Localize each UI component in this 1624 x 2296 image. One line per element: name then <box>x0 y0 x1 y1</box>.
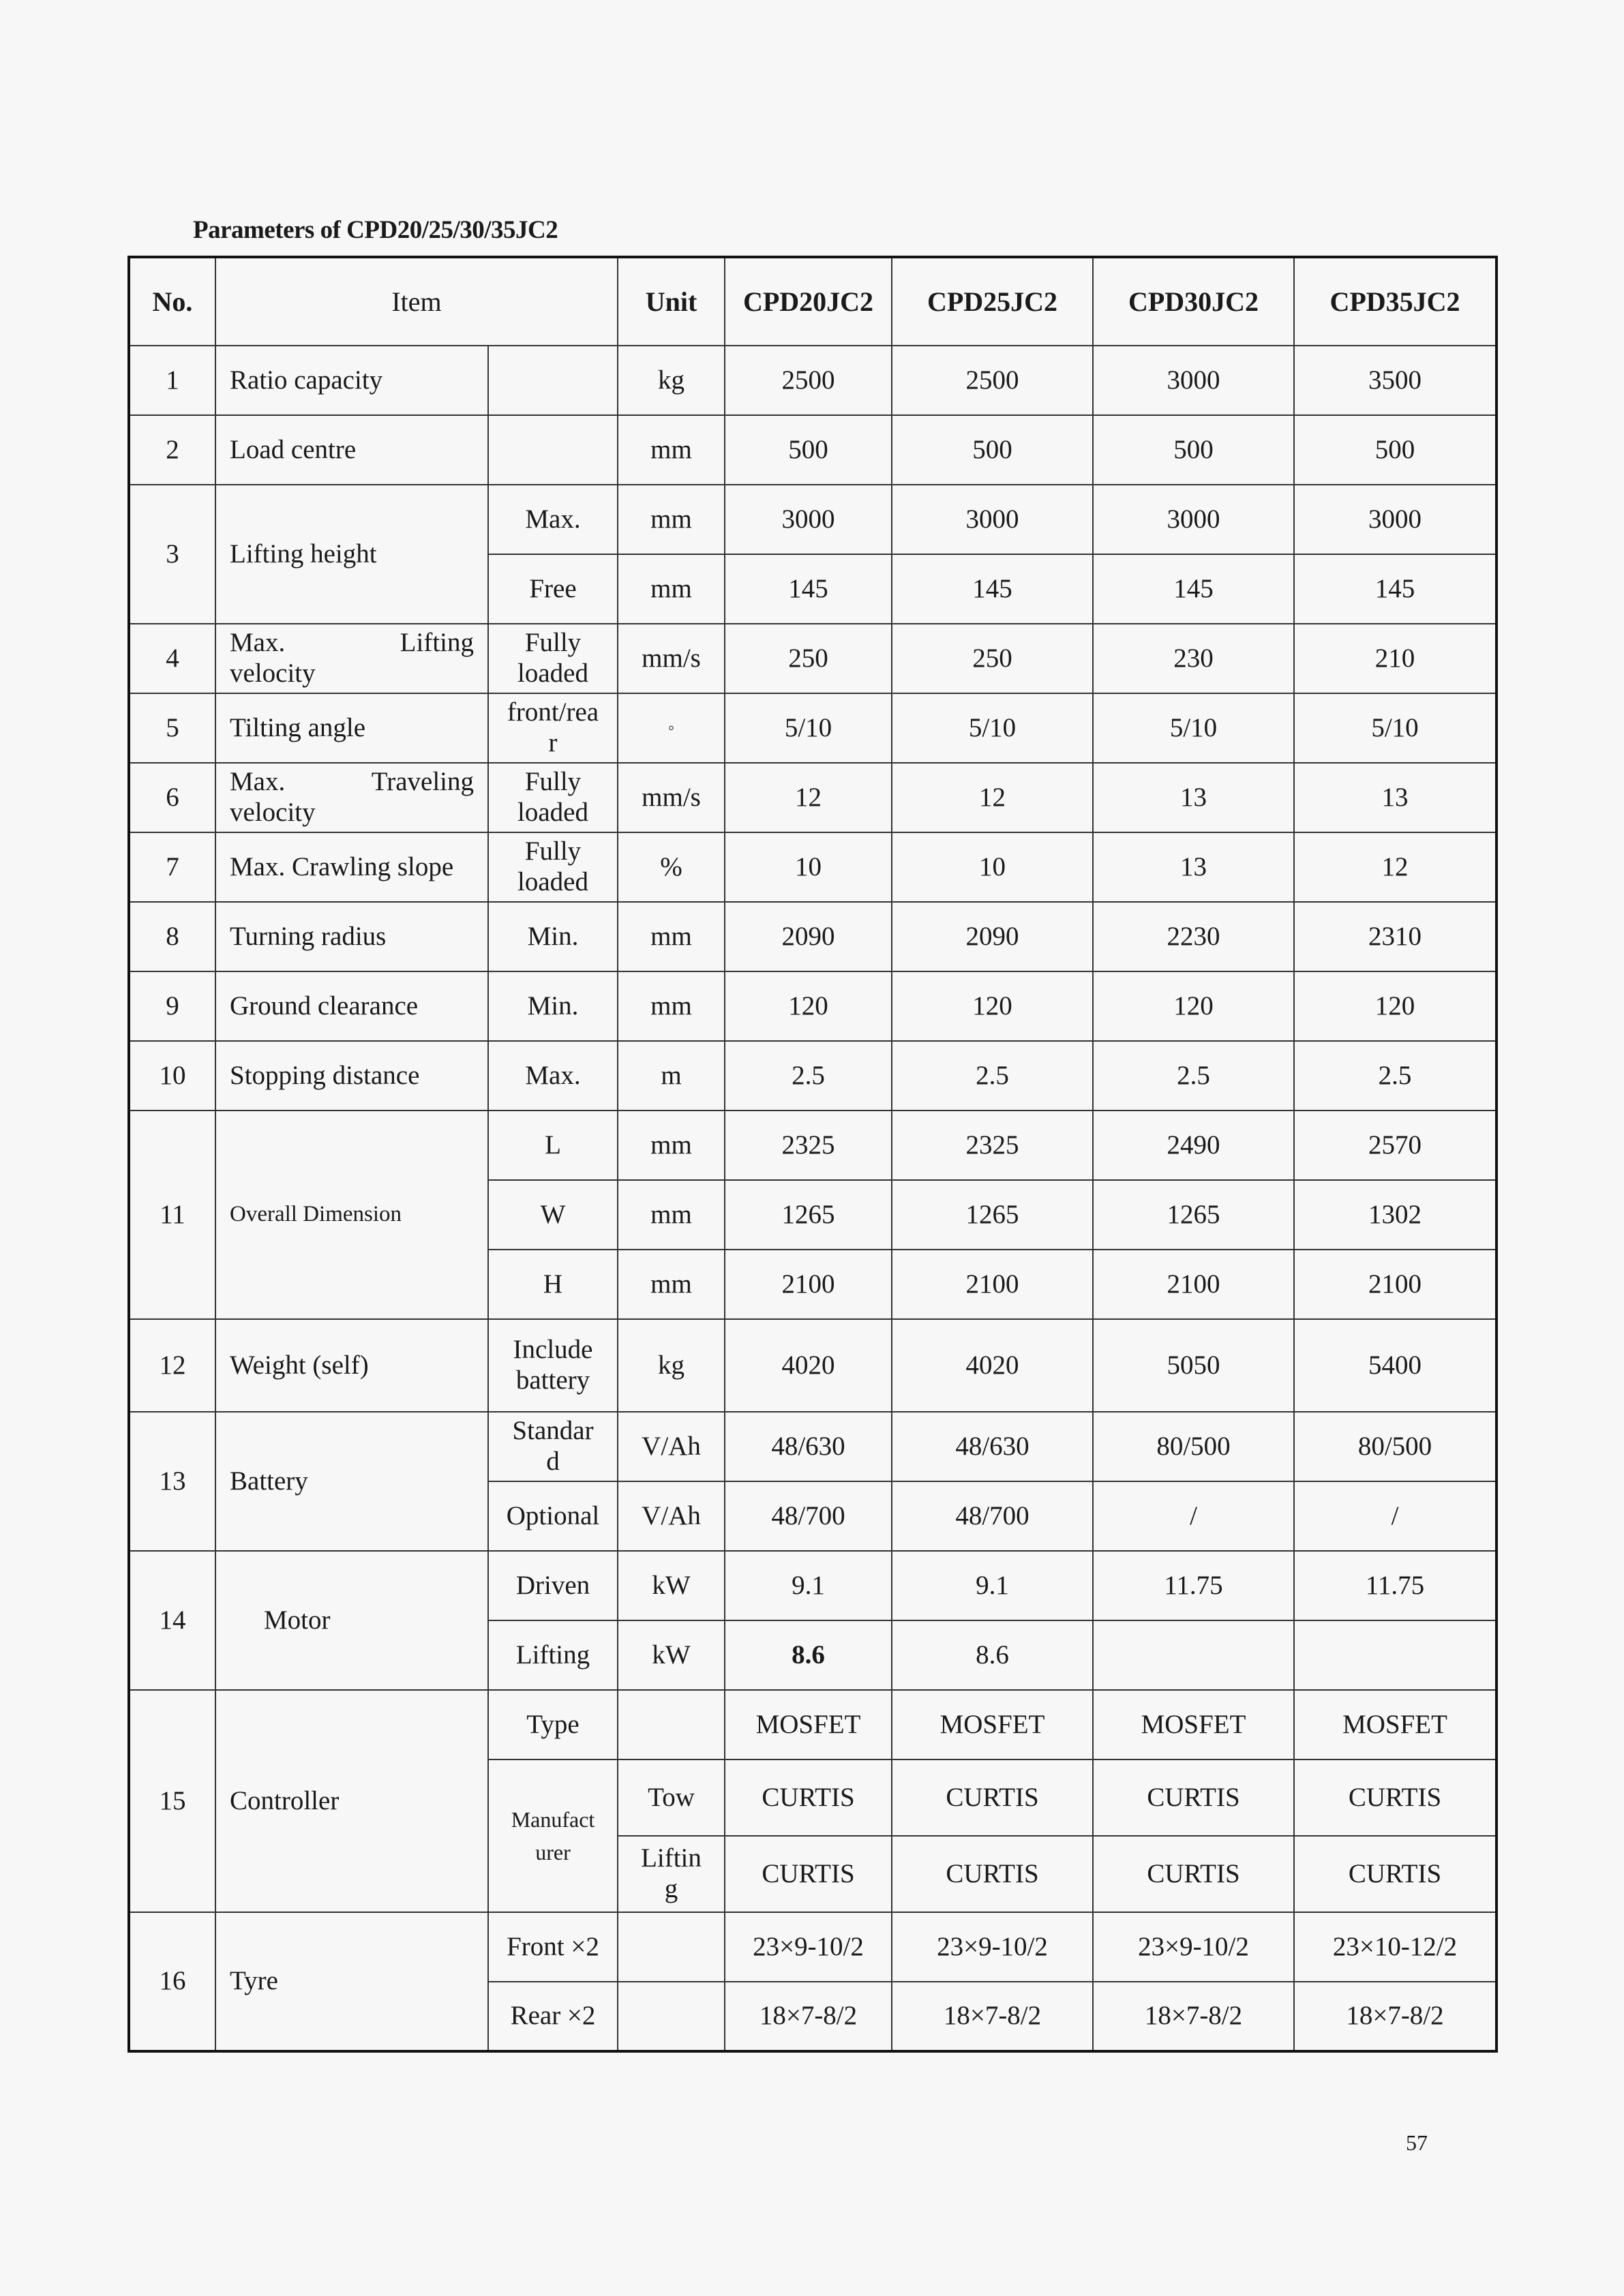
unit-cell: mm <box>618 485 725 554</box>
value-cell: 2230 <box>1093 902 1294 971</box>
value-cell: 18×7-8/2 <box>725 1982 892 2051</box>
value-cell: 230 <box>1093 624 1294 693</box>
value-cell: 23×10-12/2 <box>1294 1912 1497 1982</box>
value-cell: 18×7-8/2 <box>1093 1982 1294 2051</box>
value-cell: 210 <box>1294 624 1497 693</box>
value-cell: MOSFET <box>725 1690 892 1759</box>
header-unit: Unit <box>618 257 725 346</box>
sub-item-line: battery <box>515 1365 590 1395</box>
unit-cell: m <box>618 1041 725 1111</box>
unit-cell: Tow <box>618 1759 725 1836</box>
value-cell: CURTIS <box>725 1836 892 1912</box>
value-cell: 4020 <box>892 1319 1093 1412</box>
value-cell: 9.1 <box>892 1551 1093 1620</box>
value-cell: 9.1 <box>725 1551 892 1620</box>
unit-cell: kg <box>618 346 725 415</box>
value-cell: MOSFET <box>1093 1690 1294 1759</box>
value-cell: 48/630 <box>892 1412 1093 1481</box>
value-cell: 1265 <box>725 1180 892 1250</box>
row-number: 16 <box>129 1912 215 2051</box>
value-cell: 145 <box>1294 554 1497 624</box>
value-cell: 1265 <box>1093 1180 1294 1250</box>
value-cell: 2325 <box>892 1111 1093 1180</box>
sub-item: H <box>488 1250 618 1319</box>
value-cell: CURTIS <box>1093 1836 1294 1912</box>
value-cell <box>1294 1620 1497 1690</box>
unit-cell <box>618 1836 725 1912</box>
value-cell: 8.6 <box>892 1620 1093 1690</box>
sub-item: L <box>488 1111 618 1180</box>
row-number: 6 <box>129 763 215 832</box>
item-label: Tilting angle <box>215 693 488 763</box>
sub-item-line: Manufact <box>511 1807 595 1832</box>
row-number: 12 <box>129 1319 215 1412</box>
sub-item: Min. <box>488 902 618 971</box>
sub-item-line: d <box>546 1447 560 1476</box>
header-row <box>129 257 1497 346</box>
value-cell: 13 <box>1093 832 1294 902</box>
item-label: Controller <box>215 1690 488 1912</box>
value-cell: 4020 <box>725 1319 892 1412</box>
value-cell: 2490 <box>1093 1111 1294 1180</box>
item-label-part: velocity <box>230 659 316 688</box>
table-row <box>129 971 1497 1041</box>
value-cell: 11.75 <box>1093 1551 1294 1620</box>
value-cell: 3000 <box>892 485 1093 554</box>
item-label: Max. Crawling slope <box>215 832 488 902</box>
unit-cell: kW <box>618 1551 725 1620</box>
table-row <box>129 832 1497 902</box>
unit-cell: mm/s <box>618 763 725 832</box>
row-number: 10 <box>129 1041 215 1111</box>
sub-item-line: loaded <box>517 659 588 688</box>
unit-cell: V/Ah <box>618 1481 725 1551</box>
item-label: Lifting height <box>215 485 488 624</box>
row-number: 11 <box>129 1111 215 1319</box>
value-cell: CURTIS <box>1294 1759 1497 1836</box>
value-cell: 2100 <box>725 1250 892 1319</box>
header-no: No. <box>129 257 215 346</box>
value-cell: 23×9-10/2 <box>892 1912 1093 1982</box>
item-label: Ratio capacity <box>215 346 488 415</box>
value-cell: 2100 <box>892 1250 1093 1319</box>
item-label: Motor <box>215 1551 488 1690</box>
value-cell: 12 <box>1294 832 1497 902</box>
unit-cell: V/Ah <box>618 1412 725 1481</box>
unit-cell <box>618 1982 725 2051</box>
value-cell: CURTIS <box>1093 1759 1294 1836</box>
value-cell: 48/700 <box>725 1481 892 1551</box>
sub-item <box>488 763 618 832</box>
value-cell: 23×9-10/2 <box>1093 1912 1294 1982</box>
value-cell: 2100 <box>1294 1250 1497 1319</box>
table-row <box>129 902 1497 971</box>
sub-item: Optional <box>488 1481 618 1551</box>
sub-item-line: Include <box>513 1335 593 1365</box>
row-number: 8 <box>129 902 215 971</box>
table-row <box>129 1319 1497 1412</box>
unit-cell: mm <box>618 554 725 624</box>
item-label: Load centre <box>215 415 488 485</box>
value-cell: 120 <box>1294 971 1497 1041</box>
sub-item: Max. <box>488 1041 618 1111</box>
value-cell: 3000 <box>1294 485 1497 554</box>
value-cell: 10 <box>725 832 892 902</box>
sub-item: Rear ×2 <box>488 1982 618 2051</box>
value-cell: 2.5 <box>725 1041 892 1111</box>
table-row <box>129 485 1497 554</box>
value-cell: 13 <box>1294 763 1497 832</box>
sub-item: Lifting <box>488 1620 618 1690</box>
value-cell: 2090 <box>725 902 892 971</box>
sub-item: Front ×2 <box>488 1912 618 1982</box>
value-cell: 3000 <box>725 485 892 554</box>
table-row <box>129 346 1497 415</box>
unit-cell <box>618 1912 725 1982</box>
item-label-part: Max. <box>230 767 286 797</box>
item-label-part: Traveling <box>371 767 474 797</box>
unit-cell: mm <box>618 415 725 485</box>
sub-item <box>488 832 618 902</box>
value-cell: 18×7-8/2 <box>892 1982 1093 2051</box>
value-cell: CURTIS <box>725 1759 892 1836</box>
value-cell: 48/700 <box>892 1481 1093 1551</box>
value-cell: 80/500 <box>1093 1412 1294 1481</box>
row-number: 1 <box>129 346 215 415</box>
value-cell: 120 <box>892 971 1093 1041</box>
sub-item-line: front/rea <box>507 697 599 727</box>
table-row <box>129 1551 1497 1620</box>
sub-item-line: r <box>548 728 558 757</box>
value-cell: 18×7-8/2 <box>1294 1982 1497 2051</box>
sub-item-line: loaded <box>517 867 588 896</box>
item-label-part: Max. <box>230 628 286 658</box>
unit-cell: mm <box>618 902 725 971</box>
value-cell: CURTIS <box>892 1759 1093 1836</box>
item-label: Overall Dimension <box>215 1111 488 1319</box>
value-cell: 2500 <box>725 346 892 415</box>
row-number: 9 <box>129 971 215 1041</box>
table-row <box>129 1041 1497 1111</box>
value-cell: 1265 <box>892 1180 1093 1250</box>
value-cell: 8.6 <box>725 1620 892 1690</box>
value-cell: 12 <box>892 763 1093 832</box>
value-cell: 1302 <box>1294 1180 1497 1250</box>
value-cell: 2.5 <box>1294 1041 1497 1111</box>
value-cell: 48/630 <box>725 1412 892 1481</box>
sub-item <box>488 1759 618 1912</box>
value-cell: 500 <box>892 415 1093 485</box>
table-row <box>129 1690 1497 1759</box>
row-number: 15 <box>129 1690 215 1912</box>
value-cell: 2090 <box>892 902 1093 971</box>
item-label: Turning radius <box>215 902 488 971</box>
unit-line: g <box>664 1874 678 1903</box>
sub-item <box>488 415 618 485</box>
value-cell: 12 <box>725 763 892 832</box>
sub-item: Free <box>488 554 618 624</box>
unit-cell: mm <box>618 1250 725 1319</box>
unit-cell: mm/s <box>618 624 725 693</box>
row-number: 3 <box>129 485 215 624</box>
sub-item: Driven <box>488 1551 618 1620</box>
sub-item-line: Standar <box>512 1416 594 1446</box>
table-row <box>129 1412 1497 1481</box>
unit-line: Liftin <box>641 1843 702 1873</box>
value-cell: 3000 <box>1093 485 1294 554</box>
value-cell: 10 <box>892 832 1093 902</box>
item-label <box>215 763 488 832</box>
value-cell: 2.5 <box>892 1041 1093 1111</box>
item-label: Ground clearance <box>215 971 488 1041</box>
header-model: CPD25JC2 <box>892 257 1093 346</box>
item-label-part: Lifting <box>400 628 474 658</box>
value-cell: 2100 <box>1093 1250 1294 1319</box>
value-cell: 2570 <box>1294 1111 1497 1180</box>
value-cell: 5/10 <box>892 693 1093 763</box>
value-cell: 5050 <box>1093 1319 1294 1412</box>
header-item: Item <box>215 257 618 346</box>
table-row <box>129 624 1497 693</box>
value-cell: 250 <box>892 624 1093 693</box>
sub-item <box>488 693 618 763</box>
value-cell: 250 <box>725 624 892 693</box>
unit-cell: mm <box>618 1180 725 1250</box>
value-cell: 145 <box>1093 554 1294 624</box>
header-model: CPD20JC2 <box>725 257 892 346</box>
value-cell: 500 <box>1093 415 1294 485</box>
parameters-table <box>127 256 1498 2053</box>
value-cell: / <box>1093 1481 1294 1551</box>
sub-item: W <box>488 1180 618 1250</box>
sub-item <box>488 346 618 415</box>
unit-cell <box>618 1690 725 1759</box>
item-label: Weight (self) <box>215 1319 488 1412</box>
sub-item-line: urer <box>535 1840 571 1864</box>
row-number: 4 <box>129 624 215 693</box>
value-cell: 2500 <box>892 346 1093 415</box>
table-row <box>129 1111 1497 1180</box>
page-title: Parameters of CPD20/25/30/35JC2 <box>193 216 558 244</box>
table-row <box>129 693 1497 763</box>
value-cell: 120 <box>725 971 892 1041</box>
sub-item <box>488 1319 618 1412</box>
value-cell: CURTIS <box>892 1836 1093 1912</box>
sub-item-line: Fully <box>524 836 582 866</box>
item-label <box>215 624 488 693</box>
value-cell: 80/500 <box>1294 1412 1497 1481</box>
value-cell: 5/10 <box>1093 693 1294 763</box>
value-cell: CURTIS <box>1294 1836 1497 1912</box>
item-label: Battery <box>215 1412 488 1551</box>
sub-item-line: Fully <box>524 767 582 797</box>
sub-item <box>488 624 618 693</box>
value-cell: 2325 <box>725 1111 892 1180</box>
unit-cell: kg <box>618 1319 725 1412</box>
value-cell: 13 <box>1093 763 1294 832</box>
value-cell: 5/10 <box>725 693 892 763</box>
value-cell: MOSFET <box>892 1690 1093 1759</box>
header-model: CPD35JC2 <box>1294 257 1497 346</box>
sub-item: Type <box>488 1690 618 1759</box>
sub-item: Max. <box>488 485 618 554</box>
unit-cell: ◦ <box>618 693 725 763</box>
unit-cell: kW <box>618 1620 725 1690</box>
sub-item: Min. <box>488 971 618 1041</box>
value-cell: 23×9-10/2 <box>725 1912 892 1982</box>
value-cell: 120 <box>1093 971 1294 1041</box>
value-cell: 145 <box>892 554 1093 624</box>
value-cell: 11.75 <box>1294 1551 1497 1620</box>
unit-cell: % <box>618 832 725 902</box>
value-cell: 500 <box>1294 415 1497 485</box>
value-cell <box>1093 1620 1294 1690</box>
sub-item-line: loaded <box>517 798 588 827</box>
unit-cell: mm <box>618 1111 725 1180</box>
value-cell: 5/10 <box>1294 693 1497 763</box>
value-cell: 2.5 <box>1093 1041 1294 1111</box>
sub-item-line: Fully <box>524 628 582 658</box>
item-label: Tyre <box>215 1912 488 2051</box>
item-label: Stopping distance <box>215 1041 488 1111</box>
table-row <box>129 1912 1497 1982</box>
value-cell: 145 <box>725 554 892 624</box>
page-number: 57 <box>1406 2130 1428 2155</box>
value-cell: MOSFET <box>1294 1690 1497 1759</box>
header-model: CPD30JC2 <box>1093 257 1294 346</box>
table-row <box>129 415 1497 485</box>
row-number: 7 <box>129 832 215 902</box>
sub-item <box>488 1412 618 1481</box>
row-number: 5 <box>129 693 215 763</box>
value-cell: / <box>1294 1481 1497 1551</box>
row-number: 2 <box>129 415 215 485</box>
value-cell: 2310 <box>1294 902 1497 971</box>
table-row <box>129 763 1497 832</box>
item-label-part: velocity <box>230 798 316 827</box>
value-cell: 500 <box>725 415 892 485</box>
unit-cell: mm <box>618 971 725 1041</box>
value-cell: 3000 <box>1093 346 1294 415</box>
row-number: 13 <box>129 1412 215 1551</box>
value-cell: 5400 <box>1294 1319 1497 1412</box>
row-number: 14 <box>129 1551 215 1690</box>
value-cell: 3500 <box>1294 346 1497 415</box>
